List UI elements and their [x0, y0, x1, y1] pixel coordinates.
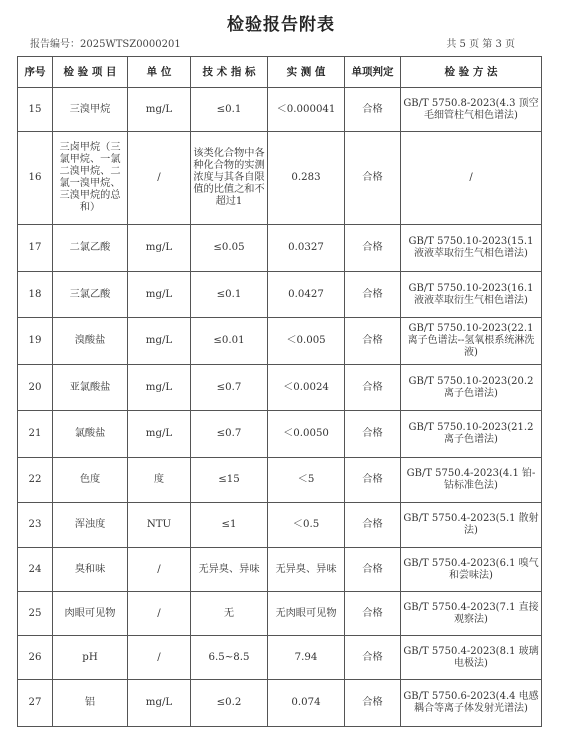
- cell-item: 二氯乙酸: [53, 225, 128, 272]
- cell-result: 合格: [345, 272, 401, 318]
- cell-result: 合格: [345, 503, 401, 548]
- cell-value: 7.94: [268, 636, 345, 680]
- cell-value: ＜0.000041: [268, 88, 345, 132]
- cell-result: 合格: [345, 365, 401, 411]
- cell-method: GB/T 5750.4-2023(5.1 散射法): [401, 503, 542, 548]
- cell-item: 色度: [53, 458, 128, 503]
- cell-unit: /: [128, 636, 191, 680]
- cell-value: 无异臭、异味: [268, 548, 345, 592]
- cell-item: 浑浊度: [53, 503, 128, 548]
- cell-limit: ≤0.2: [191, 680, 268, 727]
- cell-no: 16: [18, 132, 53, 225]
- cell-method: GB/T 5750.10-2023(21.2 离子色谱法): [401, 411, 542, 458]
- cell-method: GB/T 5750.8-2023(4.3 顶空毛细管柱气相色谱法): [401, 88, 542, 132]
- table-header-row: [18, 57, 542, 88]
- cell-no: 26: [18, 636, 53, 680]
- cell-unit: 度: [128, 458, 191, 503]
- cell-result: 合格: [345, 132, 401, 225]
- cell-result: 合格: [345, 636, 401, 680]
- cell-limit: ≤0.1: [191, 272, 268, 318]
- cell-no: 27: [18, 680, 53, 727]
- table-row: [18, 503, 542, 548]
- cell-unit: mg/L: [128, 411, 191, 458]
- cell-item: 氯酸盐: [53, 411, 128, 458]
- cell-method: GB/T 5750.10-2023(15.1 液液萃取衍生气相色谱法): [401, 225, 542, 272]
- cell-limit: 6.5~8.5: [191, 636, 268, 680]
- cell-unit: NTU: [128, 503, 191, 548]
- cell-unit: mg/L: [128, 225, 191, 272]
- cell-limit: ≤0.7: [191, 411, 268, 458]
- table-row: [18, 458, 542, 503]
- cell-method: GB/T 5750.6-2023(4.4 电感耦合等离子体发射光谱法): [401, 680, 542, 727]
- cell-no: 21: [18, 411, 53, 458]
- cell-item: 亚氯酸盐: [53, 365, 128, 411]
- cell-limit: ≤0.01: [191, 318, 268, 365]
- cell-value: 0.0427: [268, 272, 345, 318]
- cell-unit: mg/L: [128, 88, 191, 132]
- cell-no: 17: [18, 225, 53, 272]
- cell-item: 三卤甲烷（三氯甲烷、一氯二溴甲烷、二氯一溴甲烷、三溴甲烷的总和）: [53, 132, 128, 225]
- cell-method: GB/T 5750.10-2023(20.2 离子色谱法): [401, 365, 542, 411]
- cell-method: GB/T 5750.4-2023(8.1 玻璃电极法): [401, 636, 542, 680]
- cell-result: 合格: [345, 458, 401, 503]
- cell-value: ＜0.0024: [268, 365, 345, 411]
- cell-item: 臭和味: [53, 548, 128, 592]
- cell-value: 无肉眼可见物: [268, 592, 345, 636]
- cell-unit: mg/L: [128, 680, 191, 727]
- cell-limit: 无异臭、异味: [191, 548, 268, 592]
- header-result: 单项判定: [345, 57, 401, 88]
- cell-no: 23: [18, 503, 53, 548]
- cell-result: 合格: [345, 225, 401, 272]
- header-limit: 技 术 指 标: [191, 57, 268, 88]
- cell-result: 合格: [345, 318, 401, 365]
- table-body: [18, 88, 542, 727]
- cell-unit: /: [128, 548, 191, 592]
- cell-limit: ≤0.1: [191, 88, 268, 132]
- cell-value: 0.283: [268, 132, 345, 225]
- cell-no: 24: [18, 548, 53, 592]
- cell-value: 0.0327: [268, 225, 345, 272]
- cell-item: 肉眼可见物: [53, 592, 128, 636]
- cell-no: 22: [18, 458, 53, 503]
- table-row: [18, 680, 542, 727]
- header-value: 实 测 值: [268, 57, 345, 88]
- header-unit: 单 位: [128, 57, 191, 88]
- cell-unit: mg/L: [128, 365, 191, 411]
- cell-method: GB/T 5750.4-2023(4.1 铂-钴标准色法): [401, 458, 542, 503]
- cell-value: 0.074: [268, 680, 345, 727]
- inspection-table: [17, 56, 542, 727]
- cell-result: 合格: [345, 680, 401, 727]
- report-title: 检验报告附表: [227, 15, 335, 35]
- table-row: [18, 88, 542, 132]
- cell-result: 合格: [345, 88, 401, 132]
- header-item: 检 验 项 目: [53, 57, 128, 88]
- cell-limit: ≤1: [191, 503, 268, 548]
- cell-no: 19: [18, 318, 53, 365]
- table-row: [18, 636, 542, 680]
- cell-result: 合格: [345, 592, 401, 636]
- header-no: 序号: [18, 57, 53, 88]
- cell-limit: 无: [191, 592, 268, 636]
- table-row: [18, 411, 542, 458]
- report-number: 报告编号：2025WTSZ0000201: [30, 39, 181, 50]
- cell-value: ＜0.5: [268, 503, 345, 548]
- cell-result: 合格: [345, 548, 401, 592]
- cell-limit: ≤0.05: [191, 225, 268, 272]
- cell-value: ＜0.005: [268, 318, 345, 365]
- cell-unit: mg/L: [128, 272, 191, 318]
- cell-value: ＜5: [268, 458, 345, 503]
- table-row: [18, 592, 542, 636]
- cell-no: 25: [18, 592, 53, 636]
- header-method: 检 验 方 法: [401, 57, 542, 88]
- cell-method: GB/T 5750.10-2023(16.1 液液萃取衍生气相色谱法): [401, 272, 542, 318]
- cell-item: 三溴甲烷: [53, 88, 128, 132]
- cell-limit: 该类化合物中各种化合物的实测浓度与其各自限值的比值之和不超过1: [191, 132, 268, 225]
- cell-method: /: [401, 132, 542, 225]
- cell-item: 铝: [53, 680, 128, 727]
- table-row: [18, 225, 542, 272]
- cell-limit: ≤15: [191, 458, 268, 503]
- cell-no: 20: [18, 365, 53, 411]
- cell-item: 溴酸盐: [53, 318, 128, 365]
- table-row: [18, 132, 542, 225]
- cell-no: 15: [18, 88, 53, 132]
- cell-method: GB/T 5750.4-2023(7.1 直接观察法): [401, 592, 542, 636]
- cell-method: GB/T 5750.4-2023(6.1 嗅气和尝味法): [401, 548, 542, 592]
- cell-method: GB/T 5750.10-2023(22.1 离子色谱法--氢氧根系统淋洗液): [401, 318, 542, 365]
- cell-limit: ≤0.7: [191, 365, 268, 411]
- cell-unit: /: [128, 132, 191, 225]
- cell-unit: mg/L: [128, 318, 191, 365]
- page-info: 共 5 页 第 3 页: [446, 39, 515, 50]
- table-row: [18, 318, 542, 365]
- cell-value: ＜0.0050: [268, 411, 345, 458]
- table-row: [18, 365, 542, 411]
- cell-item: pH: [53, 636, 128, 680]
- cell-item: 三氯乙酸: [53, 272, 128, 318]
- table-row: [18, 548, 542, 592]
- table-row: [18, 272, 542, 318]
- cell-unit: /: [128, 592, 191, 636]
- cell-result: 合格: [345, 411, 401, 458]
- cell-no: 18: [18, 272, 53, 318]
